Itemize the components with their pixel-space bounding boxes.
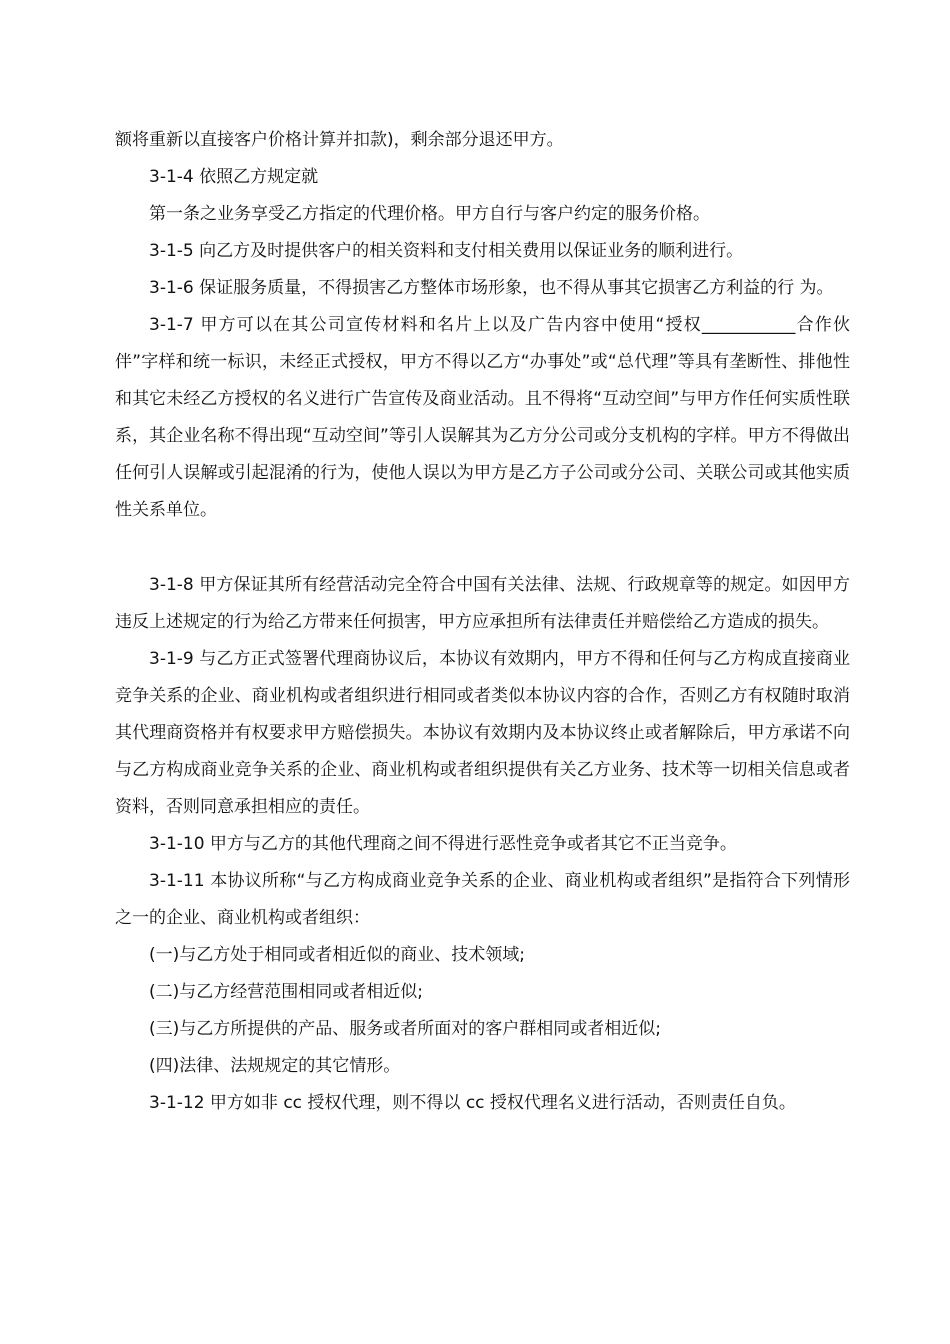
clause-3-1-11: 3-1-11 本协议所称“与乙方构成商业竞争关系的企业、商业机构或者组织”是指符合下列情形之一的企业、商业机构或者组织：: [115, 871, 850, 928]
clause-3-1-7: 3-1-7 甲方可以在其公司宣传材料和名片上以及广告内容中使用“授权___________合作伙伴”字样和统一标识，未经正式授权，甲方不得以乙方“办事处”或“总代理”等具有垄断性、排他性和其它未经乙方授权的名义进行广告宣传及商业活动。且不得将“互动空间”与甲方作任何实质性联系，其企业名称不得出现“互动空间”等引人误解其为乙方分公司或分支机构的字样。甲方不得做出任何引人误解或引起混淆的行为，使他人误以为甲方是乙方子公司或分公司、关联公司或其他实质性关系单位。: [115, 315, 850, 520]
clause-3-1-5: 3-1-5 向乙方及时提供客户的相关资料和支付相关费用以保证业务的顺利进行。: [149, 241, 744, 261]
clause-3-1-4-detail: 第一条之业务享受乙方指定的代理价格。甲方自行与客户约定的服务价格。: [149, 204, 710, 224]
list-item-3: (三)与乙方所提供的产品、服务或者所面对的客户群相同或者相近似;: [149, 1019, 661, 1039]
clause-3-1-6: 3-1-6 保证服务质量，不得损害乙方整体市场形象，也不得从事其它损害乙方利益的行 为。: [149, 278, 834, 298]
list-item-1: (一)与乙方处于相同或者相近似的商业、技术领域;: [149, 945, 525, 965]
list-item-2: (二)与乙方经营范围相同或者相近似;: [149, 982, 423, 1002]
document-body: [115, 122, 850, 1122]
clause-3-1-10: 3-1-10 甲方与乙方的其他代理商之间不得进行恶性竞争或者其它不正当竞争。: [149, 834, 737, 854]
clause-3-1-9: 3-1-9 与乙方正式签署代理商协议后，本协议有效期内，甲方不得和任何与乙方构成直接商业竞争关系的企业、商业机构或者组织进行相同或者类似本协议内容的合作，否则乙方有权随时取消其代理商资格并有权要求甲方赔偿损失。本协议有效期内及本协议终止或者解除后，甲方承诺不向与乙方构成商业竞争关系的企业、商业机构或者组织提供有关乙方业务、技术等一切相关信息或者资料，否则同意承担相应的责任。: [115, 649, 850, 817]
list-item-4: (四)法律、法规规定的其它情形。: [149, 1056, 401, 1076]
paragraph-continuation: 额将重新以直接客户价格计算并扣款)，剩余部分退还甲方。: [115, 130, 564, 150]
clause-3-1-12: 3-1-12 甲方如非 cc 授权代理，则不得以 cc 授权代理名义进行活动，否则责任自负。: [149, 1093, 796, 1113]
clause-3-1-8: 3-1-8 甲方保证其所有经营活动完全符合中国有关法律、法规、行政规章等的规定。如因甲方违反上述规定的行为给乙方带来任何损害，甲方应承担所有法律责任并赔偿给乙方造成的损失。: [115, 575, 850, 632]
clause-3-1-4: 3-1-4 依照乙方规定就: [149, 167, 319, 187]
